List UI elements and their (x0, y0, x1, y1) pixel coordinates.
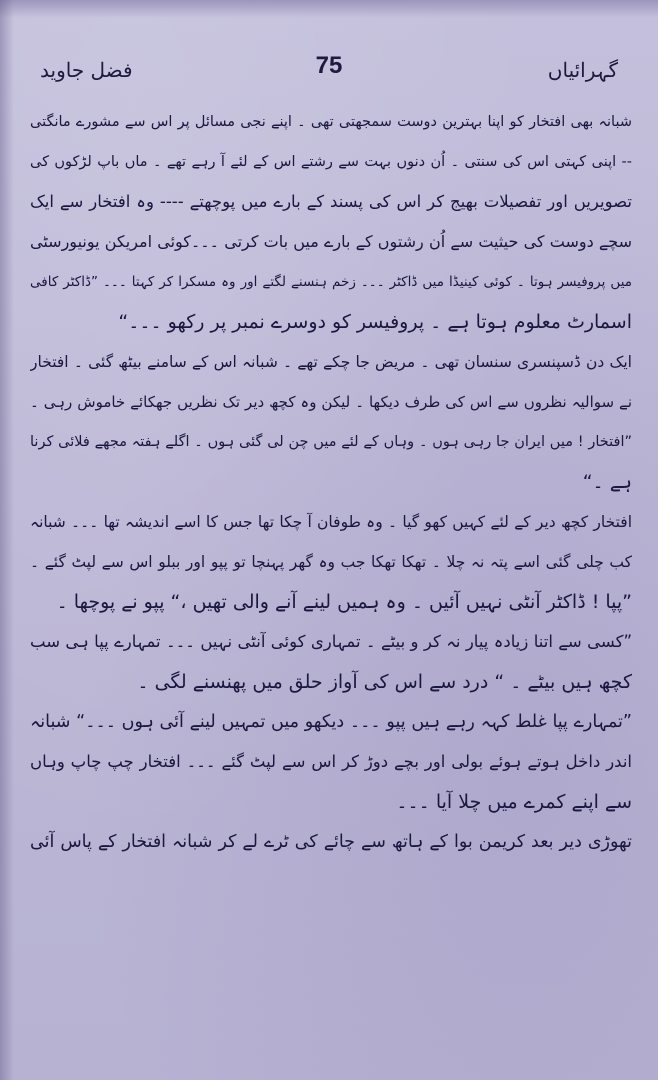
book-title: گہرائیاں (547, 58, 618, 82)
page-header (40, 52, 618, 92)
text-line-15: کچھ ہیں بیٹے ۔ “ درد سے اس کی آواز حلق میں پھنسنے لگی ۔ (137, 671, 632, 693)
text-line-6: اسمارٹ معلوم ہوتا ہے ۔ پروفیسر کو دوسرے نمبر پر رکھو ۔۔۔“ (118, 311, 632, 333)
text-line-4: سچے دوست کی حیثیت سے اُن رشتوں کے بارے میں بات کرتی ۔۔۔کوئی امریکن یونیورسٹی (30, 232, 632, 251)
text-line-2: -- اپنی کہتی اس کی سنتی ۔ اُن دنوں بہت سے رشتے اس کے لئے آ رہے تھے ۔ ماں باپ لڑکوں کی (30, 154, 632, 170)
page-top-edge (0, 0, 658, 18)
page-binding-shadow (0, 0, 14, 1080)
text-line-7: ایک دن ڈسپنسری سنسان تھی ۔ مریض جا چکے تھے ۔ شبانہ اس کے سامنے بیٹھ گئی ۔ افتخار (30, 353, 632, 371)
text-line-14: ”کسی سے اتنا زیادہ پیار نہ کر و بیٹے ۔ تمہاری کوئی آنٹی نہیں ۔۔۔ تمہارے پپا ہی سب (30, 632, 632, 651)
text-line-10: ہے ۔“ (582, 471, 632, 493)
author-name: فضل جاوید (40, 58, 133, 82)
text-line-19: تھوڑی دیر بعد کریمن بوا کے ہاتھ سے چائے کی ٹرے لے کر شبانہ افتخار کے پاس آئی (30, 832, 632, 852)
text-line-11: افتخار کچھ دیر کے لئے کہیں کھو گیا ۔ وہ طوفان آ چکا تھا جس کا اسے اندیشہ تھا ۔۔۔ شبانہ (30, 513, 632, 531)
text-line-5: میں پروفیسر ہوتا ۔ کوئی کینیڈا میں ڈاکٹر ۔۔۔ زخم ہنسنے لگتے اور وہ مسکرا کر کہتا ۔۔۔ ”ڈاکٹر کافی (30, 274, 632, 290)
text-line-18: سے اپنے کمرے میں چلا آیا ۔۔۔ (396, 791, 632, 813)
text-line-8: نے سوالیہ نظروں سے اس کی طرف دیکھا ۔ لیکن وہ کچھ دیر تک نظریں جھکائے خاموش رہی ۔ (30, 393, 632, 411)
text-line-9: ”افتخار ! میں ایران جا رہی ہوں ۔ وہاں کے لئے میں چن لی گئی ہوں ۔ اگلے ہفتہ مجھے فلائی کرنا (30, 434, 632, 450)
text-line-16: ”تمہارے پپا غلط کہہ رہے ہیں پپو ۔۔۔ دیکھو میں تمہیں لینے آئی ہوں ۔۔۔“ شبانہ (30, 712, 632, 732)
text-line-1: شبانہ بھی افتخار کو اپنا بہترین دوست سمجھتی تھی ۔ اپنے نجی مسائل پر اس سے مشورے مانگتی (30, 114, 632, 130)
text-line-12: کب چلی گئی اسے پتہ نہ چلا ۔ تھکا تھکا جب وہ گھر پہنچا تو پپو اور ببلو اس سے لپٹ گئے ۔ (30, 553, 632, 571)
text-line-13: ”پپا ! ڈاکٹر آنٹی نہیں آئیں ۔ وہ ہمیں لینے آنے والی تھیں ،“ پپو نے پوچھا ۔ (56, 591, 632, 613)
page-number: 75 (315, 52, 343, 79)
text-line-17: اندر داخل ہوتے ہوئے بولی اور بچے دوڑ کر اس سے لپٹ گئے ۔۔۔ افتخار چپ چاپ وہاں (30, 752, 632, 771)
body-text (30, 102, 632, 862)
text-line-3: تصویریں اور تفصیلات بھیج کر اس کی پسند کے بارے میں پوچھتے ---- وہ افتخار سے ایک (30, 192, 632, 211)
